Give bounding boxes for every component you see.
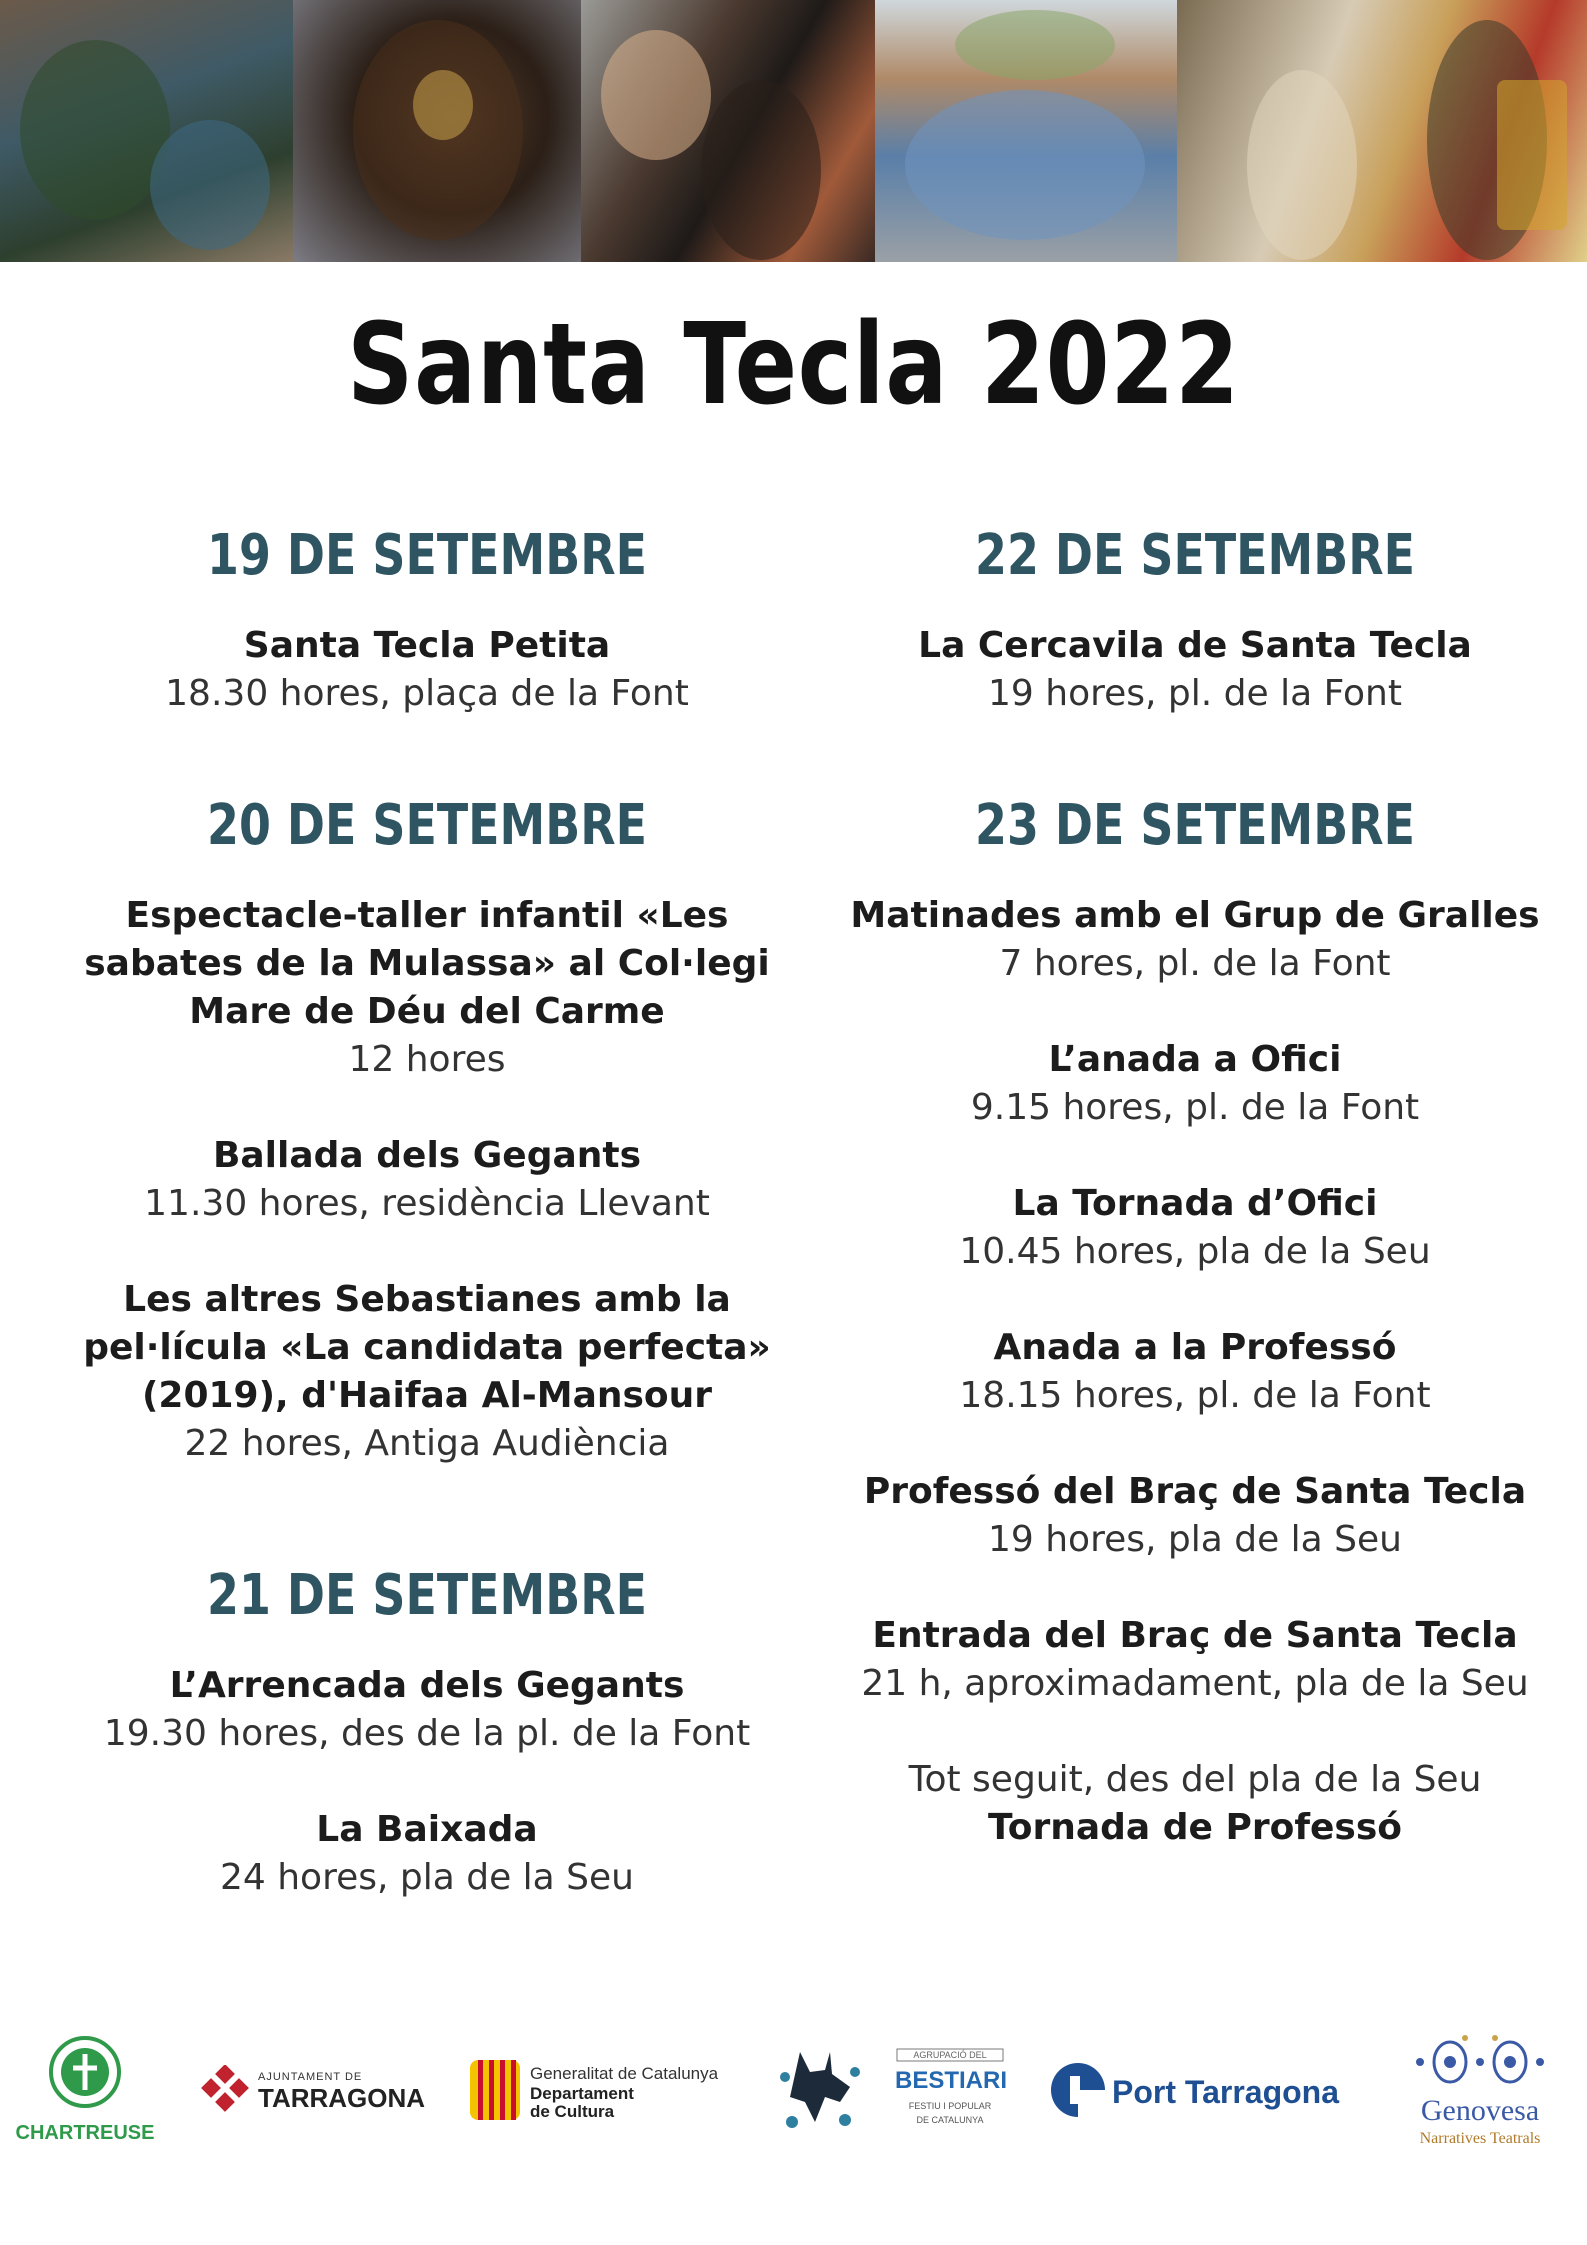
genovesa-subtitle: Narratives Teatrals [1419, 2130, 1541, 2147]
generalitat-line3: de Cultura [530, 2102, 615, 2121]
event-item [830, 1324, 1560, 1420]
bestiari-line4: DE CATALUNYA [916, 2115, 984, 2125]
day-block-20-setembre [22, 790, 832, 1560]
day-heading: 19 DE SETEMBRE [207, 523, 647, 588]
day-heading: 22 DE SETEMBRE [975, 523, 1415, 588]
event-title: L’anada a Ofici [1048, 1039, 1342, 1080]
event-title: Anada a la Professó [993, 1327, 1397, 1368]
event-item [830, 622, 1560, 718]
logo-bestiari [895, 2045, 1008, 2145]
bestiari-line3: FESTIU I POPULAR [908, 2101, 992, 2111]
event-item [830, 892, 1560, 988]
mulassa-icon [770, 2042, 870, 2142]
event-detail: 12 hores [348, 1039, 506, 1080]
event-detail: 9.15 hores, pl. de la Font [970, 1087, 1420, 1128]
logo-ajuntament-tarragona [200, 2065, 426, 2125]
logo-mulassa [770, 2042, 870, 2142]
event-detail: 22 hores, Antiga Audiència [184, 1423, 670, 1464]
event-title: Tornada de Professó [987, 1807, 1403, 1848]
port-label: Port Tarragona [1112, 2074, 1339, 2110]
event-detail: 19.30 hores, des de la pl. de la Font [103, 1713, 751, 1754]
event-item [830, 1180, 1560, 1276]
event-item [22, 1806, 832, 1902]
logo-generalitat [470, 2060, 740, 2130]
sponsor-logos [0, 2030, 1587, 2180]
event-item-closing [830, 1756, 1560, 1852]
event-detail: 11.30 hores, residència Llevant [144, 1183, 710, 1224]
day-block-22-setembre [830, 520, 1560, 790]
event-title: Professó del Braç de Santa Tecla [863, 1471, 1527, 1512]
event-title: Entrada del Braç de Santa Tecla [872, 1615, 1518, 1656]
event-title: Les altres Sebastianes amb la pel·lícula «La candidata perfecta» (2019), d'Haifaa Al-Mansour [83, 1279, 771, 1416]
event-title: Santa Tecla Petita [243, 625, 611, 666]
event-detail: 19 hores, pla de la Seu [987, 1519, 1403, 1560]
event-title: Espectacle-taller infantil «Les sabates de la Mulassa» al Col·legi Mare de Déu del Carme [84, 895, 770, 1032]
event-detail: 19 hores, pl. de la Font [988, 673, 1402, 714]
logo-port-tarragona [1050, 2062, 1360, 2122]
event-item [22, 1662, 832, 1758]
logo-chartreuse [10, 2032, 160, 2152]
chartreuse-label: CHARTREUSE [15, 2122, 155, 2144]
ajuntament-line1: AJUNTAMENT DE [258, 2071, 363, 2083]
event-item [22, 892, 832, 1084]
bestiari-icon [895, 2045, 1008, 2145]
generalitat-line2: Departament [530, 2084, 634, 2103]
port-icon [1050, 2062, 1106, 2118]
generalitat-line1: Generalitat de Catalunya [530, 2064, 719, 2083]
event-detail: 10.45 hores, pla de la Seu [959, 1231, 1431, 1272]
event-detail: 18.15 hores, pl. de la Font [959, 1375, 1431, 1416]
event-detail: 7 hores, pl. de la Font [999, 943, 1391, 984]
day-block-21-setembre [22, 1560, 832, 1902]
event-item [22, 1276, 832, 1468]
bestiari-line1: AGRUPACIÓ DEL [913, 2050, 987, 2060]
bestiari-line2: BESTIARI [895, 2067, 1008, 2094]
event-item [22, 622, 832, 718]
day-block-19-setembre [22, 520, 832, 790]
photo-giants [1177, 0, 1587, 262]
tarragona-emblem-icon [200, 2065, 250, 2115]
day-heading: 20 DE SETEMBRE [207, 793, 647, 858]
photo-mulassa-crowd [0, 0, 293, 262]
event-detail: 18.30 hores, plaça de la Font [165, 673, 689, 714]
day-heading: 23 DE SETEMBRE [975, 793, 1415, 858]
logo-genovesa [1395, 2030, 1565, 2160]
event-title: La Tornada d’Ofici [1012, 1183, 1378, 1224]
day-heading: 21 DE SETEMBRE [207, 1563, 647, 1628]
day-block-23-setembre [830, 790, 1560, 1852]
event-item [830, 1612, 1560, 1708]
photo-horse-figure [293, 0, 581, 262]
event-title: Ballada dels Gegants [212, 1135, 642, 1176]
photo-drummers [875, 0, 1177, 262]
poster-title: Santa Tecla 2022 [347, 300, 1240, 430]
ajuntament-line2: TARRAGONA [258, 2083, 426, 2113]
header-photo-strip [0, 0, 1587, 262]
event-item [22, 1132, 832, 1228]
event-item [830, 1468, 1560, 1564]
genovesa-label: Genovesa [1420, 2094, 1540, 2127]
event-detail: Tot seguit, des del pla de la Seu [908, 1759, 1482, 1800]
event-title: Matinades amb el Grup de Gralles [850, 895, 1540, 936]
event-item [830, 1036, 1560, 1132]
event-detail: 21 h, aproximadament, pla de la Seu [861, 1663, 1529, 1704]
schedule-left-column [22, 520, 832, 1962]
event-detail: 24 hores, pla de la Seu [219, 1857, 635, 1898]
event-title: La Baixada [316, 1809, 538, 1850]
photo-actors [581, 0, 875, 262]
schedule-right-column [830, 520, 1560, 1912]
event-title: L’Arrencada dels Gegants [169, 1665, 685, 1706]
senyera-icon [470, 2060, 520, 2120]
genovesa-ornament-icon [1395, 2030, 1565, 2090]
event-title: La Cercavila de Santa Tecla [918, 625, 1472, 666]
